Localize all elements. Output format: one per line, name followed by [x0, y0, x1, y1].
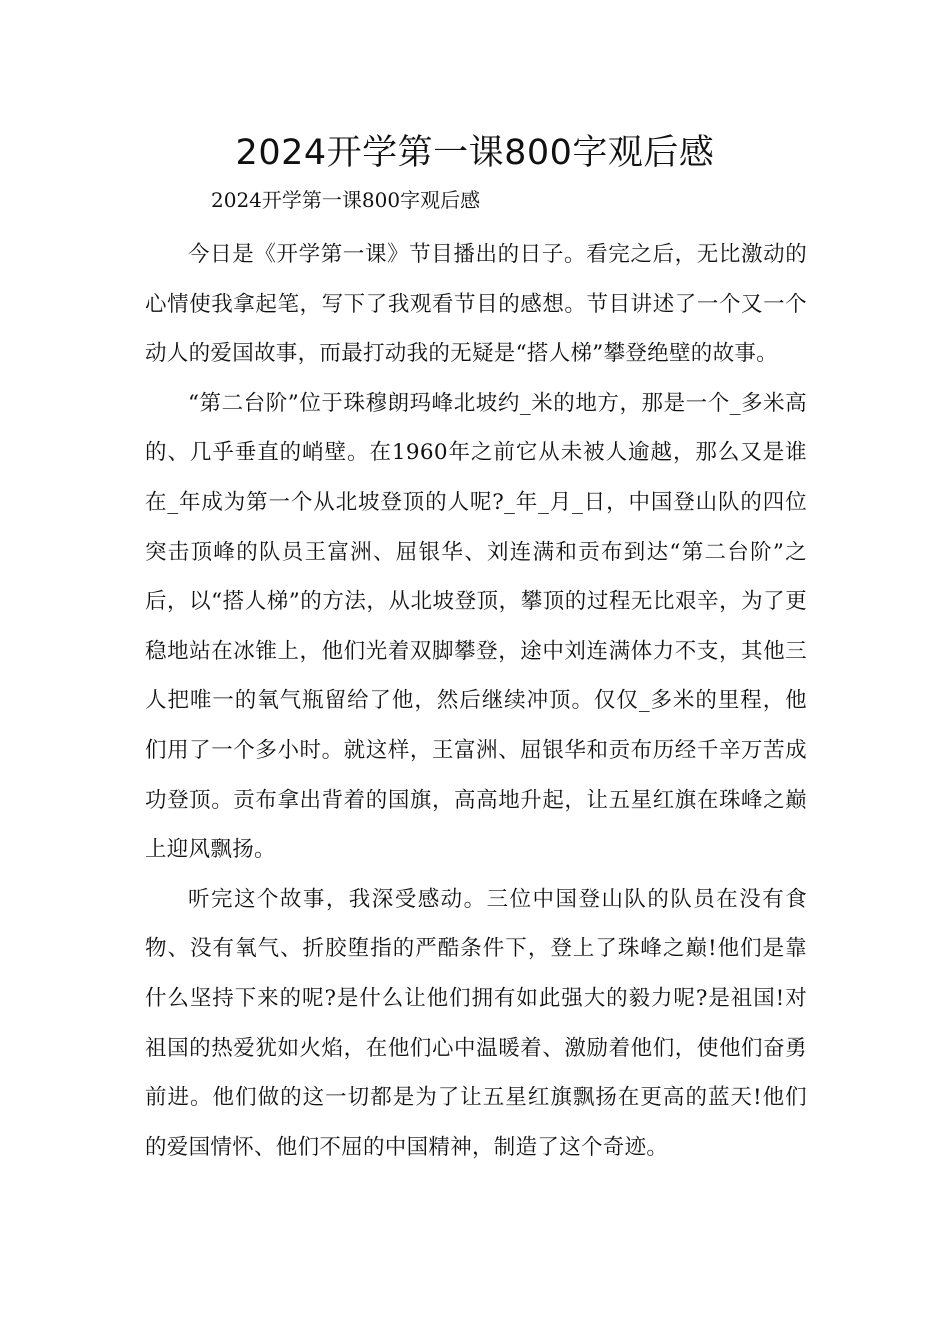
document-body — [145, 230, 807, 1172]
paragraph-3: 听完这个故事，我深受感动。三位中国登山队的队员在没有食物、没有氧气、折胶堕指的严酷条件下，登上了珠峰之巅!他们是靠什么坚持下来的呢?是什么让他们拥有如此强大的毅力呢?是祖国!对祖国的热爱犹如火焰，在他们心中温暖着、激励着他们，使他们奋勇前进。他们做的这一切都是为了让五星红旗飘扬在更高的蓝天!他们的爱国情怀、他们不屈的中国精神，制造了这个奇迹。 — [145, 886, 807, 1160]
paragraph-2: “第二台阶”位于珠穆朗玛峰北坡约_米的地方，那是一个_多米高的、几乎垂直的峭壁。在1960年之前它从未被人逾越，那么又是谁在_年成为第一个从北坡登顶的人呢?_年_月_日，中国登山队的四位突击顶峰的队员王富洲、屈银华、刘连满和贡布到达“第二台阶”之后，以“搭人梯”的方法，从北坡登顶，攀顶的过程无比艰辛，为了更稳地站在冰锥上，他们光着双脚攀登，途中刘连满体力不支，其他三人把唯一的氧气瓶留给了他，然后继续冲顶。仅仅_多米的里程，他们用了一个多小时。就这样，王富洲、屈银华和贡布历经千辛万苦成功登顶。贡布拿出背着的国旗，高高地升起，让五星红旗在珠峰之巅上迎风飘扬。 — [145, 390, 807, 863]
document-subtitle: 2024开学第一课800字观后感 — [211, 188, 481, 212]
paragraph-1: 今日是《开学第一课》节目播出的日子。看完之后，无比激动的心情使我拿起笔，写下了我观看节目的感想。节目讲述了一个又一个动人的爱国故事，而最打动我的无疑是“搭人梯”攀登绝壁的故事。 — [145, 242, 807, 367]
document-title: 2024开学第一课800字观后感 — [235, 133, 715, 173]
